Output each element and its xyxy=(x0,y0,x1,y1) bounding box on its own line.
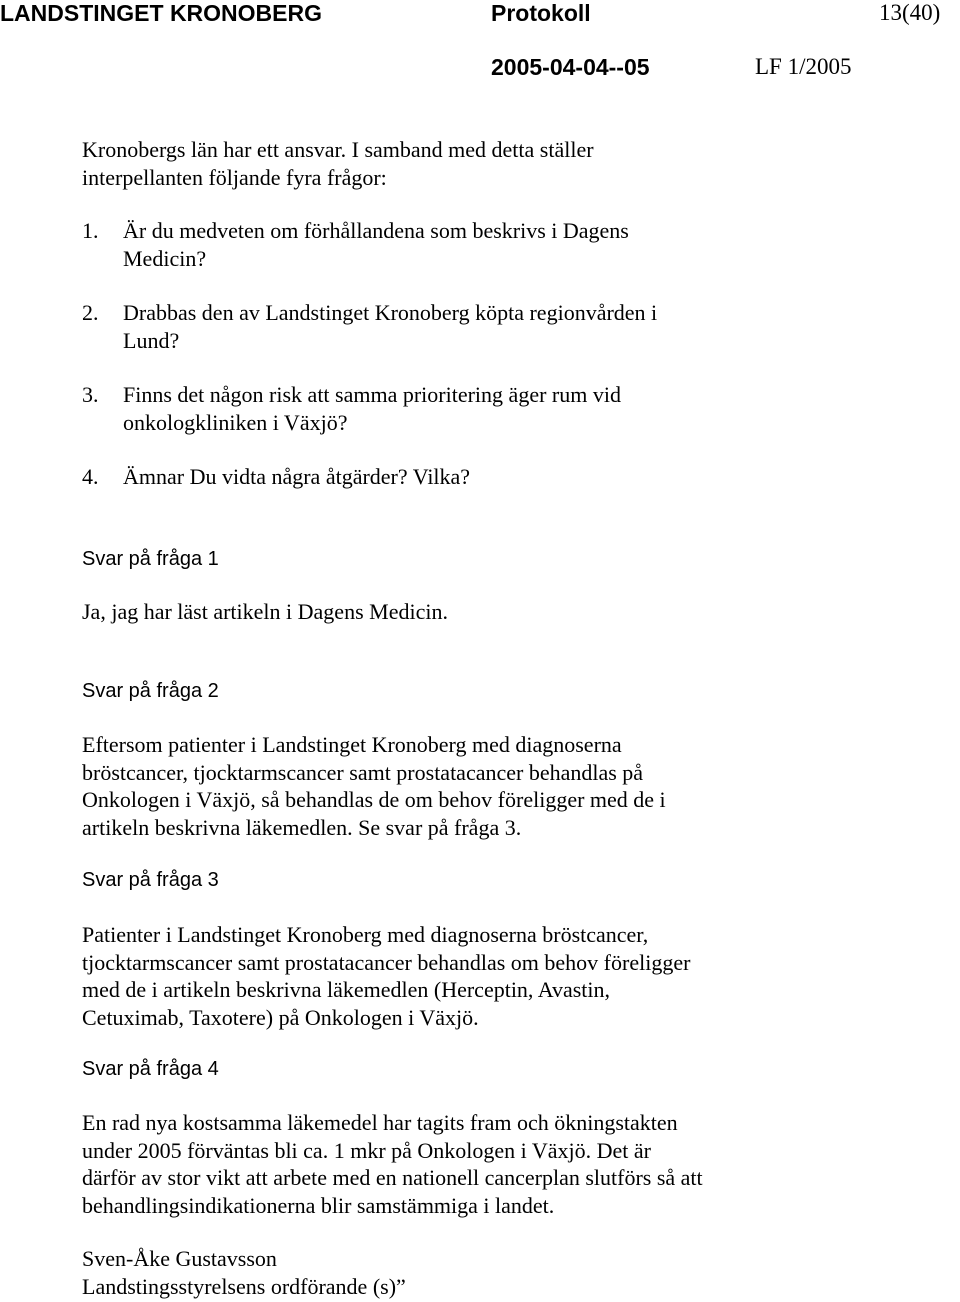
answer-body-1 xyxy=(82,598,912,626)
question-item-4 xyxy=(82,463,912,491)
document-reference: LF 1/2005 xyxy=(755,54,852,79)
signature-block xyxy=(82,1245,912,1300)
question-number: 1. xyxy=(82,218,99,243)
answer-heading-4: Svar på fråga 4 xyxy=(82,1058,219,1080)
answer-line: Patienter i Landstinget Kronoberg med diagnoserna bröstcancer, xyxy=(82,922,649,947)
answer-line: tjocktarmscancer samt prostatacancer behandlas om behov föreligger xyxy=(82,949,691,975)
question-number: 3. xyxy=(82,382,99,407)
org-name: LANDSTINGET KRONOBERG xyxy=(0,0,322,26)
answer-line: En rad nya kostsamma läkemedel har tagits fram och ökningstakten xyxy=(82,1110,678,1135)
document-type: Protokoll xyxy=(491,0,591,26)
answer-line: under 2005 förväntas bli ca. 1 mkr på Onkologen i Växjö. Det är xyxy=(82,1137,652,1163)
page-number: 13(40) xyxy=(879,0,941,25)
question-item-3 xyxy=(82,381,912,436)
signature-name: Sven-Åke Gustavsson xyxy=(82,1246,277,1271)
question-item-2 xyxy=(82,299,912,354)
answer-line: Ja, jag har läst artikeln i Dagens Medicin. xyxy=(82,599,448,624)
answer-heading-2: Svar på fråga 2 xyxy=(82,680,219,702)
intro-paragraph xyxy=(82,136,912,191)
question-item-1 xyxy=(82,217,912,272)
answer-heading-3: Svar på fråga 3 xyxy=(82,869,219,891)
answer-line: med de i artikeln beskrivna läkemedlen (Herceptin, Avastin, xyxy=(82,977,611,1002)
intro-line: Kronobergs län har ett ansvar. I samband med detta ställer xyxy=(82,137,594,162)
meeting-date: 2005-04-04--05 xyxy=(491,54,650,80)
intro-line: interpellanten följande fyra frågor: xyxy=(82,164,387,190)
question-text: Ämnar Du vidta några åtgärder? Vilka? xyxy=(123,464,471,489)
question-text: Är du medveten om förhållandena som beskrivs i Dagens xyxy=(123,218,629,243)
question-number: 2. xyxy=(82,300,99,325)
answer-body-3 xyxy=(82,921,912,1031)
answer-line: behandlingsindikationerna blir samstämmiga i landet. xyxy=(82,1192,555,1218)
answer-body-4 xyxy=(82,1109,912,1219)
question-number: 4. xyxy=(82,464,99,489)
answer-heading-1: Svar på fråga 1 xyxy=(82,548,219,570)
question-text: Drabbas den av Landstinget Kronoberg köpta regionvården i xyxy=(123,300,658,325)
answer-line: artikeln beskrivna läkemedlen. Se svar på fråga 3. xyxy=(82,814,522,840)
answer-line: därför av stor vikt att arbete med en nationell cancerplan slutförs så att xyxy=(82,1165,703,1190)
question-text: Finns det någon risk att samma prioritering äger rum vid xyxy=(123,382,621,407)
question-text: Lund? xyxy=(123,327,180,353)
answer-body-2 xyxy=(82,731,912,841)
question-text: Medicin? xyxy=(123,245,207,271)
answer-line: Eftersom patienter i Landstinget Kronoberg med diagnoserna xyxy=(82,732,622,757)
answer-line: bröstcancer, tjocktarmscancer samt prostatacancer behandlas på xyxy=(82,759,644,785)
signature-title: Landstingsstyrelsens ordförande (s)” xyxy=(82,1273,406,1299)
answer-line: Cetuximab, Taxotere) på Onkologen i Växjö. xyxy=(82,1004,479,1030)
answer-line: Onkologen i Växjö, så behandlas de om behov föreligger med de i xyxy=(82,787,666,812)
question-text: onkologkliniken i Växjö? xyxy=(123,409,348,435)
